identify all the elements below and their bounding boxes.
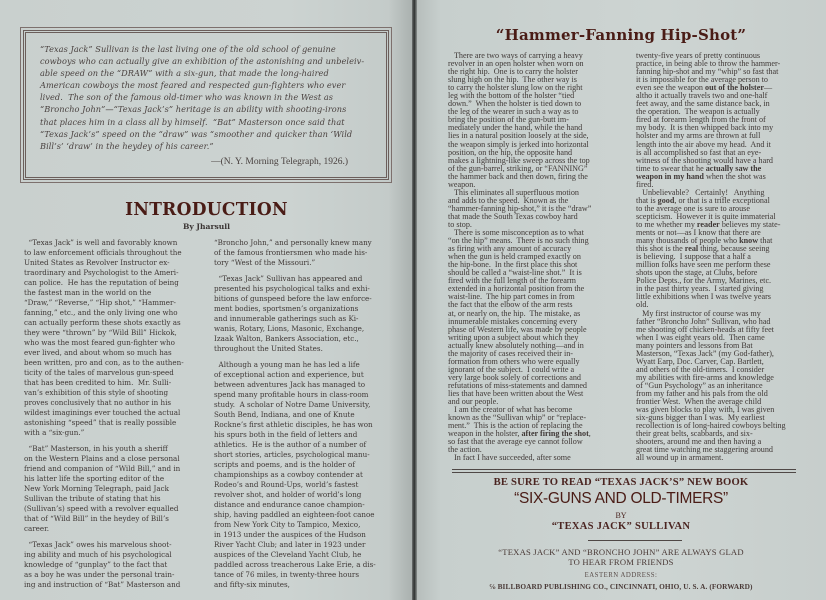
text-line: actually knew absolutely nothing—and in — [448, 340, 584, 350]
quote-source: —(N. Y. Morning Telegraph, 1926.) — [211, 157, 348, 167]
text-line: Although a young man he has led a life — [214, 360, 360, 369]
paragraph — [24, 238, 184, 438]
paragraph — [24, 540, 184, 590]
text-line: phase of Western life, was made by people — [448, 324, 587, 334]
text-line: fanning,” etc., and the only living one who — [24, 308, 178, 317]
text-line: “Texas Jack” Sullivan has appeared and — [214, 274, 363, 283]
text-line: of “Gun Psychology” as an inheritance — [636, 380, 763, 390]
text-line: throughout the United States. — [214, 344, 323, 353]
text-line: very large book solely of corrections and — [448, 372, 581, 382]
text-line: in 1913 under the auspices of the Hudson — [214, 530, 366, 539]
text-line: extended in a horizontal position from the — [448, 284, 585, 294]
text-line: they were “thrown” by “Wild Bill” Hickok, — [24, 328, 177, 337]
text-line: this shot is the real thing, because seeing — [636, 244, 770, 254]
text-line: between adventures Jack has managed to — [214, 380, 366, 389]
text-line: all wound up in armament. — [636, 453, 724, 463]
text-line: ticity of the tales of marvelous gun-speed — [24, 368, 174, 377]
text-line: South Bend, Indiana, and one of Knute — [214, 410, 355, 419]
text-line: holster and my arms are thrown at full — [636, 131, 761, 141]
text-line: altho it actually travels two and one-half — [636, 91, 768, 101]
ad-divider — [452, 469, 796, 473]
text-line: to me whether my reader believes my state- — [636, 219, 781, 229]
text-line: their great belts, scabbards, and six- — [636, 429, 753, 439]
text-line: ever lived, and about whom so much has — [24, 348, 172, 357]
text-line: weapon. — [448, 179, 476, 189]
introduction-title: INTRODUCTION — [125, 199, 288, 221]
text-line: study. A scholar of Notre Dame University, — [214, 400, 371, 409]
text-line: known as the “Sullivan whip” or “replace- — [448, 413, 587, 423]
paragraph — [214, 238, 376, 268]
text-line: the hip-bone. In the first place this shot — [448, 260, 578, 270]
text-line: and adds to the speed. Known as the — [448, 195, 569, 205]
text-line: the weapon simply is jerked into horizontal — [448, 139, 589, 149]
text-line: weapon in my hand when the shot was — [636, 171, 766, 181]
text-line: the action. — [448, 445, 482, 455]
text-line: “Texas Jack” owes his marvelous shoot- — [24, 540, 172, 549]
quote-line: “Broncho John”—“Texas Jack’s” heritage is an ability with shooting-irons — [40, 104, 347, 115]
text-line: In fact I have succeeded, after some — [448, 453, 571, 463]
text-line: can police. He has the reputation of being — [24, 278, 179, 287]
text-line: paddled across treacherous Lake Erie, a dis- — [214, 560, 376, 569]
text-line: when I was eight years old. Then came — [636, 332, 765, 342]
text-line: leg with the bottom of the holster “tied — [448, 91, 575, 101]
text-line: bitions of gunspeed before the law enforce- — [214, 294, 372, 303]
ad-author: “TEXAS JACK” SULLIVAN — [551, 521, 691, 532]
text-line: My first instructor of course was my — [636, 308, 761, 318]
text-line: my abilities with fire-arms and knowledge — [636, 372, 774, 382]
text-line: the leg of the wearer in such a way as to — [448, 107, 579, 117]
text-line: “Draw,” “Reverse,” “Hip shot,” “Hammer- — [24, 298, 176, 307]
page-gutter — [412, 0, 417, 600]
text-line: New York Morning Telegraph, paid Jack — [24, 484, 169, 493]
text-line: ments or not—as I know that there are — [636, 228, 761, 238]
text-line: fired at forearm length from the front of — [636, 115, 766, 125]
text-line: ment bodies, sportsmen’s organizations — [214, 304, 359, 313]
text-line: fired. — [636, 179, 654, 189]
text-line: many pointers and lessons from Bat — [636, 340, 753, 350]
text-line: six-guns bigger than I was. My earliest — [636, 413, 765, 423]
ad-glad-line-1: “TEXAS JACK” AND “BRONCHO JOHN” ARE ALWAYS GLAD — [498, 547, 744, 557]
text-line: been written, pro and con, as to the authen- — [24, 358, 184, 367]
text-line: in the past thirty years. I started giving — [636, 284, 764, 294]
text-line: Masterson, “Texas Jack” (my God-father), — [636, 348, 774, 358]
text-line: feet away, and the same distance back, in — [636, 99, 770, 109]
text-line: wildest imaginings ever touched the actual — [24, 408, 181, 417]
ad-read-line: BE SURE TO READ “TEXAS JACK’S” NEW BOOK — [493, 477, 749, 488]
hammer-fanning-title: “Hammer-Fanning Hip-Shot” — [495, 26, 747, 44]
text-line: revolver shot, and holder of world’s long — [214, 490, 362, 499]
text-line: the operation. The weapon is actually — [636, 107, 760, 117]
text-line: the hammer back and then down, firing the — [448, 171, 588, 181]
text-line: tory “West of the Missouri.” — [214, 258, 316, 267]
text-line: lies in a natural position loosely at the side, — [448, 131, 589, 141]
text-line: writing upon a subject about which they — [448, 332, 579, 342]
text-line: that has been credited to him. Mr. Sulli- — [24, 378, 172, 387]
text-line: refutations of miss-statements and damned — [448, 380, 587, 390]
text-line: Unbelievable? Certainly! Anything — [636, 187, 765, 197]
text-line: shots upon the stage, at Clubs, before — [636, 268, 758, 278]
text-line: of the gun-barrel, striking, or “FANNING” — [448, 163, 588, 173]
text-line: van’s exhibition of this style of shooting — [24, 388, 169, 397]
text-line: the right hip. One is to carry the holster — [448, 67, 578, 77]
text-line: ing and instruction of “Bat” Masterson and — [24, 580, 181, 589]
ad-eastern-address-label: EASTERN ADDRESS: — [584, 572, 658, 579]
text-line: from New York City to Tampico, Mexico, — [214, 520, 361, 529]
text-line: This eliminates all superfluous motion — [448, 187, 579, 197]
text-line: me shooting off chicken-heads at fifty feet — [636, 324, 774, 334]
text-line: little exhibitions when I was twelve years — [636, 292, 771, 302]
text-line: practice, in being able to throw the hammer- — [636, 59, 781, 69]
text-line: Rockne’s first athletic disciples, he has won — [214, 420, 373, 429]
text-line: ment.” This is the action of replacing the — [448, 421, 583, 431]
ad-book-title: “SIX-GUNS AND OLD-TIMERS” — [514, 490, 728, 507]
introduction-column-2 — [214, 238, 376, 590]
text-line: it is impossible for the average person to — [636, 75, 768, 85]
text-line: “Bat” Masterson, in his youth a sheriff — [24, 444, 168, 453]
text-line: to stop. — [448, 219, 472, 229]
text-line: and others of the old-timers. I consider — [636, 364, 765, 374]
text-line: scepticism. However it is quite immaterial — [636, 211, 776, 221]
text-line: bring the position of the gun-butt im- — [448, 115, 569, 125]
text-line: from my father and his pals from the old — [636, 388, 768, 398]
text-line: and our people. — [448, 397, 499, 407]
text-line: formation from others who were equally — [448, 356, 580, 366]
paragraph — [214, 274, 376, 354]
paragraph — [24, 444, 184, 534]
text-line: father “Broncho John” Sullivan, who had — [636, 316, 771, 326]
text-line: revolver in an open holster when worn on — [448, 59, 584, 69]
text-line: spend many profitable hours in class-room — [214, 390, 369, 399]
text-line: knowledge of “gunplay” to the fact that — [24, 560, 168, 569]
text-line: recollection is of long-haired cowboys belting — [636, 421, 786, 431]
text-line: wanis, Rotary, Lions, Masonic, Exchange, — [214, 324, 365, 333]
text-line: and innumerable gatherings such as Ki- — [214, 314, 359, 323]
quote-line: cowboys who can actually give an exhibition of the astonishing and unbeleiv- — [40, 56, 365, 67]
ad-address: ℅ BILLBOARD PUBLISHING CO., CINCINNATI, OHIO, U. S. A. (FORWARD) — [489, 582, 753, 591]
text-line: shooters, around me and then having a — [636, 437, 762, 447]
text-line: friend and companion of “Wild Bill,” and in — [24, 464, 181, 473]
text-line: even see the weapon out of the holster— — [636, 83, 773, 93]
text-line: Police Depts., for the Army, Marines, etc. — [636, 276, 772, 286]
text-line: witness of the shooting would have a hard — [636, 155, 773, 165]
quote-line: that places him in a class all by himself. “Bat” Masterson once said that — [40, 116, 345, 127]
quote-line: able speed on the “DRAW” with a six-gun, that made the long-haired — [40, 68, 329, 79]
quote-line: “Texas Jack’s” speed on the “draw” was “smoother and quicker than ‘Wild — [40, 128, 353, 139]
text-line: that is good, or that is a trifle exceptional — [636, 195, 770, 205]
text-line: when the gun is held cramped exactly on — [448, 252, 581, 262]
ad-glad-line-2: TO HEAR FROM FRIENDS — [568, 557, 674, 567]
text-line: traordinary and Psychologist to the Ameri- — [24, 268, 179, 277]
paragraph — [214, 360, 376, 590]
text-line: that of “Wild Bill” in the heydey of Bill’s — [24, 514, 169, 523]
text-line: position, on the hip, the opposite hand — [448, 147, 573, 157]
text-line: short stories, articles, psychological manu- — [214, 450, 370, 459]
text-line: “hammer-fanning hip-shot,” it is the “draw” — [448, 203, 592, 213]
text-line: “Texas Jack” is well and favorably known — [24, 238, 178, 247]
text-line: tance of 76 miles, in twenty-three hours — [214, 570, 360, 579]
text-line: who was the most feared gun-fighter who — [24, 338, 175, 347]
text-line: waist-line. The hip part comes in from — [448, 292, 575, 302]
text-line: athletics. He is the author of a number of — [214, 440, 367, 449]
text-line: the fastest man in the world on the — [24, 288, 152, 297]
introduction-column-1 — [24, 238, 184, 590]
text-line: of exceptional action and experience, but — [214, 370, 364, 379]
text-line: I am the creator of what has become — [448, 405, 573, 415]
text-line: and fifty-six minutes, — [214, 580, 290, 589]
text-line: Wyatt Earp, Doc. Carver, Cap. Bartlett, — [636, 356, 764, 366]
text-line: his latter life the sporting editor of the — [24, 474, 165, 483]
text-line: his spurs both in the field of letters and — [214, 430, 358, 439]
text-line: innumerable mistakes concerning every — [448, 316, 578, 326]
text-line: is believing. I suppose that a half a — [636, 252, 751, 262]
text-line: length into the air above my head. And it — [636, 139, 771, 149]
text-line: time to swear that he actually saw the — [636, 163, 762, 173]
text-line: of the famous frontiersmen who made his- — [214, 248, 368, 257]
text-line: to the average one is sure to arouse — [636, 203, 750, 213]
text-line: is all accomplished so fast that an eye- — [636, 147, 762, 157]
hammer-fanning-column-1 — [448, 52, 591, 462]
quote-line: “Texas Jack” Sullivan is the last living one of the old school of genuine — [40, 44, 336, 54]
text-line: fanning hip-shot and my “whip” so fast that — [636, 67, 779, 77]
text-line: as firing with any amount of accuracy — [448, 244, 572, 254]
text-line: frontier West. When the average child — [636, 397, 762, 407]
text-line: championships as a cowboy contender at — [214, 470, 363, 479]
text-line: fired with the full length of the forearm — [448, 276, 576, 286]
text-line: (Sullivan’s) speed with a revolver equalled — [24, 504, 179, 513]
text-line: ignorant of the subject. I could write a — [448, 364, 575, 374]
ad-by: BY — [615, 511, 627, 520]
text-line: that made the South Texas cowboy hard — [448, 211, 578, 221]
text-line: There are two ways of carrying a heavy — [448, 51, 583, 60]
ad-short-rule — [588, 540, 682, 541]
text-line: auspices of the Cleveland Yacht Club, he — [214, 550, 362, 559]
text-line: distance and endurance canoe champion- — [214, 500, 365, 509]
text-line: astonishing “speed” that is really possible — [24, 418, 177, 427]
text-line: ing ability and much of his psychological — [24, 550, 172, 559]
text-line: slung high on the hip. The other way is — [448, 75, 577, 85]
quote-text — [40, 43, 374, 152]
text-line: twenty-five years of pretty continuous — [636, 51, 761, 60]
text-line: scripts and poems, and is the holder of — [214, 460, 355, 469]
text-line: the fact that the elbow of the arm rests — [448, 300, 573, 310]
text-line: “on the hip” means. There is no such thing — [448, 236, 589, 246]
text-line: to law enforcement officials throughout the — [24, 248, 182, 257]
text-line: lies that have been written about the West — [448, 388, 584, 398]
quote-line: lived. The son of the famous old-timer who was known in the West as — [40, 92, 334, 103]
quote-box — [23, 30, 389, 180]
text-line: proves conclusively that no author in his — [24, 398, 172, 407]
text-line: weapon in the holster, after firing the shot, — [448, 429, 591, 439]
text-line: the majority of cases received their in- — [448, 348, 573, 358]
text-line: mediately under the hand, while the hand — [448, 123, 583, 133]
text-line: great time watching me staggering around — [636, 445, 773, 455]
quote-line: American cowboys the most feared and respected gun-fighters who ever — [40, 80, 346, 91]
text-line: many thousands of people who know that — [636, 236, 773, 246]
text-line: down.” When the holster is tied down to — [448, 99, 582, 109]
text-line: career. — [24, 524, 50, 533]
text-line: at, or nearly on, the hip. The mistake, as — [448, 308, 581, 318]
text-line: United States as Revolver Instructor ex- — [24, 258, 170, 267]
text-line: million folks have seen me perform these — [636, 260, 771, 270]
text-line: ship, having paddled an eighteen-foot canoe — [214, 510, 375, 519]
text-line: on the Western Plains and a close personal — [24, 454, 180, 463]
text-line: as a boy he was under the personal train- — [24, 570, 175, 579]
text-line: was given blocks to play with, I was given — [636, 405, 775, 415]
text-line: with a “six-gun.” — [24, 428, 85, 437]
text-line: so fast that the average eye cannot follow — [448, 437, 583, 447]
text-line: presented his psychological talks and exhi- — [214, 284, 370, 293]
text-line: makes a lightning-like sweep across the top — [448, 155, 590, 165]
text-line: should be called a “waist-line shot.” It is — [448, 268, 582, 278]
hammer-fanning-column-2 — [636, 52, 786, 462]
text-line: old. — [636, 300, 649, 310]
text-line: to carry the holster slung low on the right — [448, 83, 583, 93]
quote-line: Bill’s’ ‘draw’ in the heydey of his career.” — [40, 140, 214, 151]
text-line: “Broncho John,” and personally knew many — [214, 238, 372, 247]
text-line: my body. It is then whipped back into my — [636, 123, 774, 133]
introduction-byline: By Jharsull — [182, 222, 231, 231]
text-line: can actually perform these shots exactly as — [24, 318, 181, 327]
text-line: River Yacht Club; and later in 1923 under — [214, 540, 366, 549]
text-line: Sullivan the tribute of stating that his — [24, 494, 161, 503]
text-line: Izaak Walton, Bankers Association, etc., — [214, 334, 359, 343]
text-line: There is some misconception as to what — [448, 228, 584, 238]
text-line: Rodeo’s and Round-Ups, world’s fastest — [214, 480, 359, 489]
